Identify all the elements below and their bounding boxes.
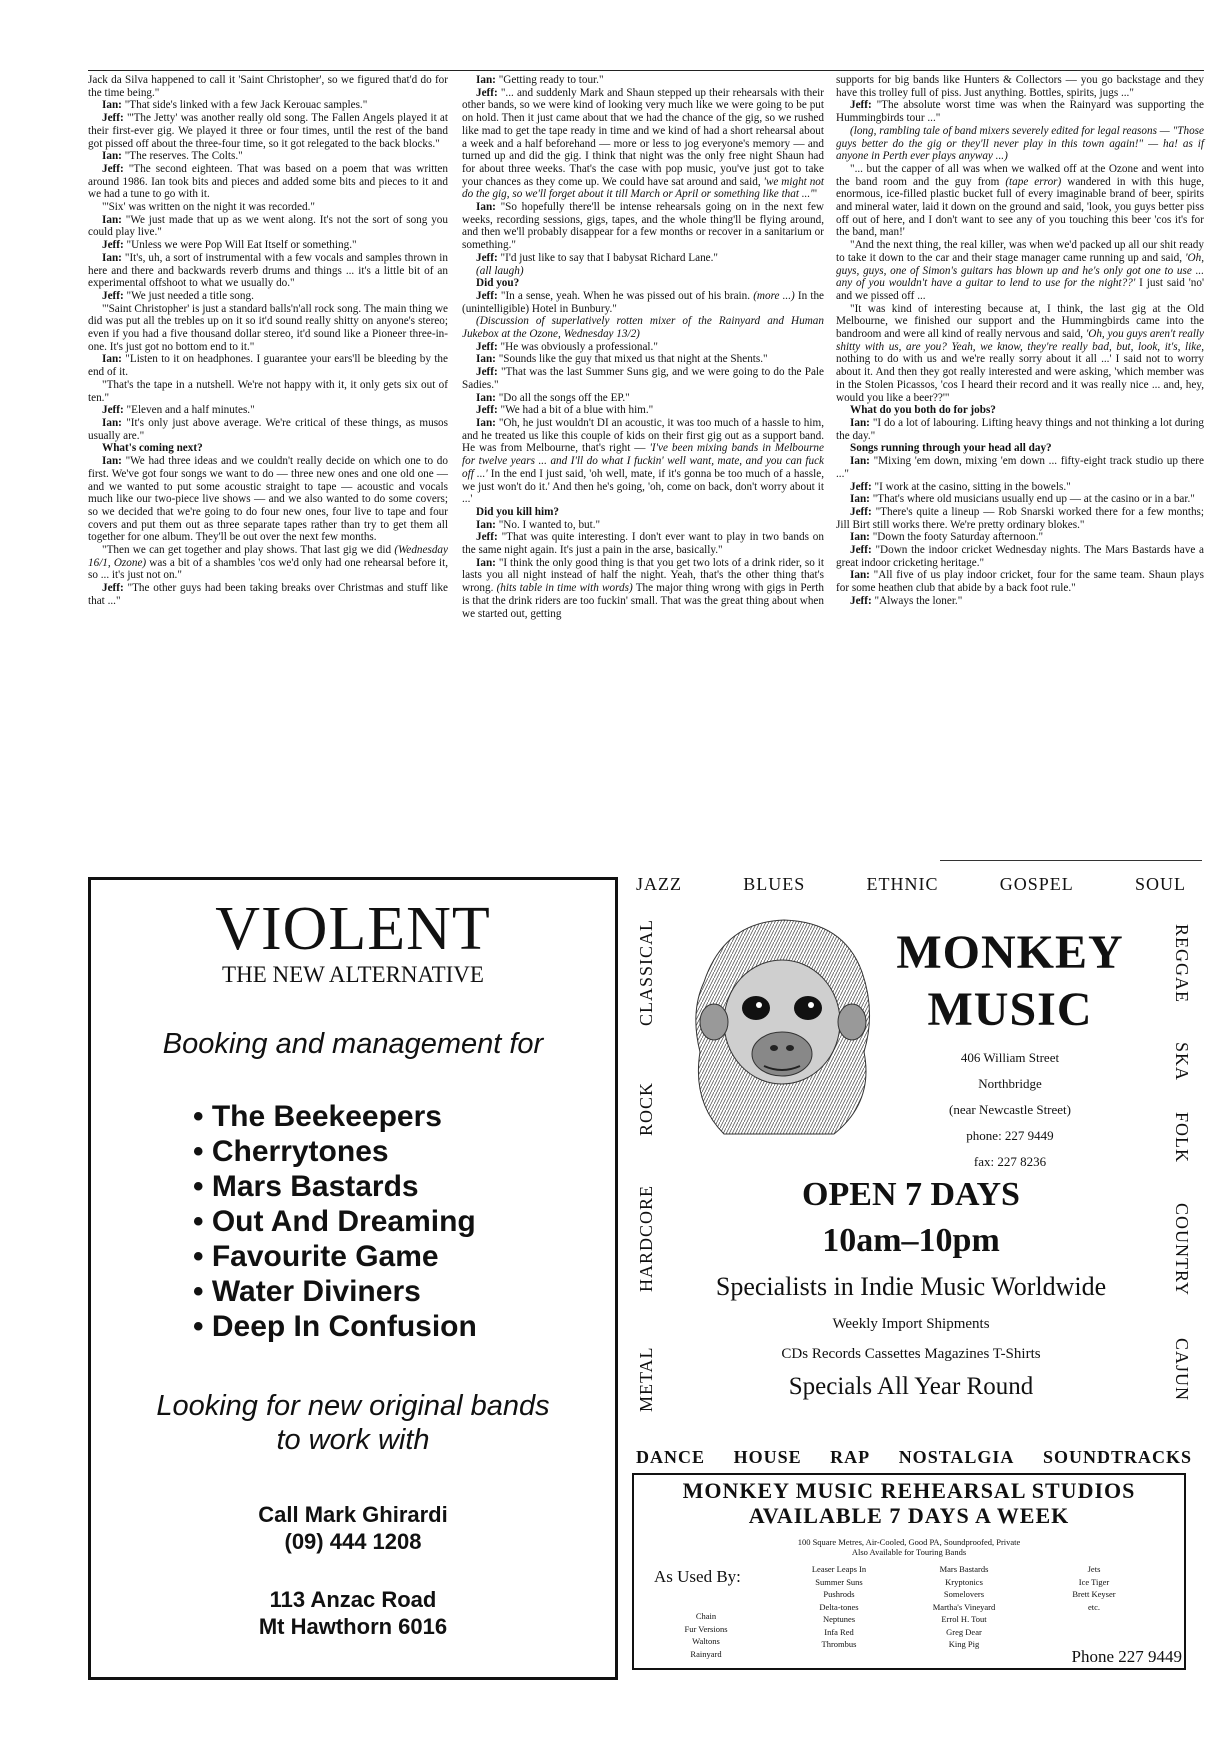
open-days: OPEN 7 DAYS [802,1176,1020,1213]
article-end-rule [940,860,1202,861]
genre-label: NOSTALGIA [898,1447,1015,1467]
italic-aside: (Discussion of superlatively rotten mixer of the Rainyard and Human Jukebox at the Ozone, Wednesday 13/2) [462,315,824,341]
speaker-name: Ian: [102,251,122,264]
band-name: Pushrods [823,1589,855,1599]
interview-question: What's coming next? [102,442,203,455]
article-paragraph: Jeff: "... and suddenly Mark and Shaun stepped up their rehearsals with their other bands, so we were kind of looking very much like we were going to be put on hold. Then it just came about that we had the chance of the gig, so we rushed like mad to get the tape ready in time and we kind of had a short rehearsal about a week and a half beforehand — more or less to jog everyone's memory — and turned up and did the gig. I think that night was the only free night Shaun had for about three weeks. That's the case with pop music, you've just got to take your chances as they come up. We could have sat around and said, 'we might not do the gig, so we'll forget about it till March or April or something like that ...'" [462,86,824,201]
speaker-name: Jeff: [476,404,498,417]
italic-aside: (Wednesday 16/1, Ozone) [88,544,448,569]
interview-question: Did you? [476,277,520,290]
speaker-name: Jeff: [102,239,124,252]
rehearsal-studios-ad [632,1473,1186,1670]
band-name: Somelovers [943,1589,985,1599]
rehearsal-phone: Phone 227 9449 [1071,1647,1182,1666]
genre-label: JAZZ [636,874,682,894]
speaker-name: Ian: [850,493,870,506]
article-paragraph: Jeff: "Down the indoor cricket Wednesday nights. The Mars Bastards have a great indoor cricketing heritage." [836,544,1204,569]
article-paragraph: Ian: "That side's linked with a few Jack Kerouac samples." [102,99,368,112]
genre-label-left: CLASSICAL [636,918,656,1026]
band-name: Brett Keyser [1072,1589,1116,1599]
italic-aside: (hits table in time with words) [496,582,633,595]
speaker-name: Jeff: [850,505,872,518]
rehearsal-touring: Also Available for Touring Bands [851,1547,967,1557]
violent-booking-text: Booking and management for [162,1028,544,1060]
speaker-name: Ian: [850,531,870,544]
contact-phone: (09) 444 1208 [284,1529,422,1554]
genre-label-right: FOLK [1172,1112,1192,1164]
genre-label: GOSPEL [999,874,1074,894]
band-column-1 [664,1610,748,1660]
band-name: Rainyard [690,1648,722,1659]
genre-label: SOUL [1134,874,1186,894]
article-paragraph: Jeff: "I'd just like to say that I babysat Richard Lane." [476,251,718,264]
article-paragraph: Ian: "So hopefully there'll be intense rehearsals going on in the next few weeks, recording sessions, gigs, tapes, and the whole thing'll be flying around, and then we'll probably disappear for a few months or recover in a sanitarium or something." [462,201,824,252]
article-paragraph: Jeff: "Unless we were Pop Will Eat Itself or something." [102,239,357,252]
genre-label: DANCE [636,1447,706,1467]
article-paragraph: Jeff: "The absolute worst time was when the Rainyard was supporting the Hummingbirds tour ..." [836,99,1204,125]
band-list-item: • Water Diviners [193,1274,615,1309]
article-paragraph: Ian: "Mixing 'em down, mixing 'em down ... fifty-eight track studio up there ..." [836,455,1204,480]
article-paragraph [836,125,1204,163]
used-by-label: As Used By: [654,1567,741,1586]
rehearsal-features: 100 Square Metres, Air-Cooled, Good PA, Soundproofed, Private [797,1537,1021,1547]
speaker-name: Ian: [476,416,496,429]
article-paragraph: "... but the capper of all was when we walked off at the Ozone and went into the band room and the guy from (tape error) wandered in with this huge, enormous, ice-filled plastic bucket full of every imaginable brand of beer, spirits and mineral water, laid it down on the ground and said, 'look, you guys better piss off out of here, and I don't want to see any of you touching this beer 'cos it's for the band, man!' [836,162,1204,239]
opening-hours: 10am–10pm [822,1222,1000,1259]
violent-band-list [193,1099,615,1344]
article-paragraph: Ian: "Listen to it on headphones. I guarantee your ears'll be bleeding by the end of it. [88,353,448,379]
rehearsal-title-1: MONKEY MUSIC REHEARSAL STUDIOS [682,1478,1136,1503]
band-name: Kryptonics [945,1576,983,1587]
interview-question: What do you both do for jobs? [850,404,996,417]
monkey-music-name-2: MUSIC [927,983,1093,1036]
italic-aside: (long, rambling tale of band mixers severely edited for legal reasons — "Those guys better do the gig or they'll never play in this town again!" — ha! as if anyone in Perth ever plays anyway ...) [836,124,1204,163]
genre-label: ETHNIC [866,874,939,894]
article-paragraph: Ian: "No. I wanted to, but." [476,518,601,531]
band-name: Thrombus [821,1639,857,1649]
store-phone: phone: 227 9449 [966,1128,1054,1143]
article-paragraph [462,315,824,340]
genre-label-right: REGGAE [1172,924,1192,1003]
store-address: 406 William Street [960,1050,1060,1065]
article-paragraph: "'Six' was written on the night it was recorded." [102,201,315,214]
article-paragraph: Jeff: "Always the loner." [850,594,963,607]
article-paragraph: Jeff: "That was the last Summer Suns gig, and we were going to do the Pale Sadies." [462,366,824,391]
article-paragraph: Jeff: "Eleven and a half minutes." [102,404,255,417]
looking-line-1: Looking for new original bands [156,1390,550,1422]
genre-label-left: ROCK [636,1081,656,1136]
speaker-name: Ian: [476,556,496,569]
article-paragraph: Ian: "I think the only good thing is that you get two lots of a drink rider, so it lasts you all night instead of half the night. Yeah, that's the other thing that's wrong. (hits table in time with words) The major thing wrong with gigs in Perth is that the drink riders are too fuckin' small. That was the great thing about when we started out, getting [462,556,824,620]
band-column-4 [1034,1563,1154,1613]
band-name: Errol H. Tout [941,1614,987,1624]
italic-aside: 'we might not do the gig, so we'll forget about it till March or April or something like that ...' [462,175,824,201]
band-name: Summer Suns [815,1576,863,1587]
band-name: Martha's Vineyard [932,1601,996,1612]
article-paragraph: "That's the tape in a nutshell. We're not happy with it, it only gets six out of ten." [88,378,448,404]
article-paragraph: Ian: "I do a lot of labouring. Lifting heavy things and not thinking a lot during the day." [836,416,1204,442]
italic-aside: (tape error) [1005,175,1062,188]
store-fax: fax: 227 8236 [973,1154,1047,1169]
interview-question: Songs running through your head all day? [850,442,1052,455]
speaker-name: Ian: [476,391,496,404]
speaker-name: Jeff: [102,289,124,302]
article-paragraph: Ian: "We just made that up as we went along. It's not the sort of song you could play live." [88,213,448,239]
band-list-item: • Favourite Game [193,1239,615,1274]
article-column-2 [462,74,824,620]
band-name: Jets [1087,1564,1101,1574]
band-name: King Pig [948,1639,980,1649]
genre-label: RAP [830,1447,871,1467]
band-list-item: • Out And Dreaming [193,1204,615,1239]
band-name: Ice Tiger [1078,1576,1110,1587]
genre-label-right: CAJUN [1172,1338,1192,1402]
speaker-name: Ian: [850,416,870,429]
violent-address [91,1586,615,1640]
article-paragraph: Ian: "Down the footy Saturday afternoon." [850,531,1044,544]
genre-label-right: SKA [1172,1042,1192,1082]
article-paragraph: Jeff: "'The Jetty' was another really old song. The Fallen Angels played it at their first-ever gig. We played it three or four times, until the rest of the band got pissed off about the three-four time, so it got relegated to the back blocks." [88,112,448,150]
genres-top [636,874,1186,895]
store-near: (near Newcastle Street) [949,1102,1071,1117]
band-list-item: • Deep In Confusion [193,1309,615,1344]
article-paragraph: "'Saint Christopher' is just a standard balls'n'all rock song. The main thing we did was put all the trebles up on it so it'd sound really shitty on anyone's stereo; even if you had a five thousand dollar stereo, it'd sound like a Pioneer three-in-one. It's just got no bottom end to it." [88,302,448,353]
article-paragraph: Ian: "Oh, he just wouldn't DI an acoustic, it was too much of a hassle to him, and he treated us like this couple of kids on their first gig out as a support band. He was from Melbourne, that's right — 'I've been mixing bands in Melbourne for twelve years ... and I'll do what I fuckin' well want, mate, and you can fuck off ...' In the end I just said, 'oh well, mate, if it's gonna be too much of a hassle, we just won't do it.' And then he's going, 'oh, come on back, don't worry about it ...' [462,416,825,506]
article-paragraph: Jeff: "I work at the casino, sitting in the bowels." [850,480,1071,493]
genre-label-right: COUNTRY [1172,1203,1192,1297]
band-list-item: • Mars Bastards [193,1169,615,1204]
italic-aside: (more ...) [753,289,795,302]
article-paragraph: Jeff: "That was quite interesting. I don't ever want to play in two bands on the same night again. It's just a pain in the arse, basically." [462,531,824,557]
article-paragraph: supports for big bands like Hunters & Collectors — you go backstage and they have this trolley full of piss. Just anything. Bottles, spirits, jugs ..." [836,74,1204,99]
speaker-name: Jeff: [850,594,872,607]
speaker-name: Ian: [102,416,122,429]
speaker-name: Jeff: [476,340,498,353]
article-paragraph: "And the next thing, the real killer, was when we'd packed up all our shit ready to take it down to the car and their stage manager came running up and said, 'Oh, guys, guys, one of Simon's guitars has blown up and he's only got one to use ... any of you wouldn't have a guitar to lend to use for the night??' I just said 'no' and we pissed off ... [836,239,1204,302]
band-name: Leaser Leaps In [811,1564,867,1574]
contact-name: Call Mark Ghirardi [258,1502,448,1527]
speaker-name: Ian: [102,455,122,468]
italic-aside: (all laugh) [476,264,524,277]
article-paragraph: Jeff: "We had a bit of a blue with him." [476,404,654,417]
weekly-import-text: Weekly Import Shipments [832,1316,990,1332]
interview-question: Did you kill him? [476,505,559,518]
monkey-music-name-1: MONKEY [896,926,1124,979]
band-list-item: • The Beekeepers [193,1099,615,1134]
band-name: etc. [1087,1601,1101,1612]
article-paragraph: Ian: "Do all the songs off the EP." [476,391,630,404]
speaker-name: Ian: [102,99,122,112]
genre-label-left: HARDCORE [636,1184,656,1292]
speaker-name: Ian: [476,518,496,531]
article-paragraph: Jeff: "He was obviously a professional." [476,340,658,353]
article-paragraph: Jeff: "In a sense, yeah. When he was pissed out of his brain. (more ...) In the (unintelligible) Hotel in Bunbury." [462,289,825,315]
band-column-3 [904,1563,1024,1651]
article-paragraph: Ian: "Getting ready to tour." [476,74,604,86]
article-paragraph: Ian: "The reserves. The Colts." [102,150,243,163]
band-name: Waltons [692,1636,720,1646]
speaker-name: Ian: [102,213,122,226]
article-paragraph: Ian: "It's, uh, a sort of instrumental with a few vocals and samples thrown in here and there and backwards reverb drums and things ... it's a little bit of an experimental offshoot to what we usually do." [88,251,448,290]
band-column-2 [784,1563,894,1651]
speaker-name: Jeff: [102,112,124,125]
band-name: Chain [695,1611,717,1621]
band-name: Neptunes [822,1614,856,1624]
products-text: CDs Records Cassettes Magazines T-Shirts [781,1346,1041,1362]
band-name: Infa Red [824,1626,854,1637]
speaker-name: Jeff: [102,582,124,595]
band-list-item: • Cherrytones [193,1134,615,1169]
article-paragraph: "It was kind of interesting because at, I think, the last gig at the Old Melbourne, we finished our support and the Hummingbirds came into the bandroom and were all kind of really nervous and said, 'Oh, you guys aren't really shitty with us, are you? Yeah, we know, they're really bad, but, look, it's, like, nothing to do with us and we're really sorry about it all ...' I said not to worry about it. And then they got really interested and were asking, 'which member was in the Stolen Picassos, 'cos I heard their record and it was really nice ... and, hey, would you like a beer??'" [836,302,1204,404]
speaker-name: Ian: [476,353,496,366]
store-suburb: Northbridge [978,1076,1042,1091]
speaker-name: Jeff: [476,289,498,302]
speaker-name: Ian: [476,201,496,214]
genre-label-left: METAL [636,1346,656,1412]
speaker-name: Ian: [102,150,122,163]
violent-looking-text [91,1389,615,1457]
band-name: Delta-tones [819,1601,859,1612]
rehearsal-title-2: AVAILABLE 7 DAYS A WEEK [748,1503,1070,1528]
article-paragraph: Ian: "It's only just above average. We're critical of these things, as musos usually are." [88,416,448,442]
speaker-name: Jeff: [850,544,872,557]
genre-label: BLUES [743,874,806,894]
speaker-name: Jeff: [102,162,124,175]
speaker-name: Jeff: [850,99,872,112]
speaker-name: Ian: [102,353,122,366]
genre-label: SOUNDTRACKS [1042,1447,1192,1467]
article-paragraph: Jeff: "There's quite a lineup — Rob Snarski worked there for a few months; Jill Birt still works there. We're pretty ordinary blokes." [836,505,1204,531]
genre-label: HOUSE [733,1447,802,1467]
top-rule [88,70,1204,71]
genres-bottom [636,1447,1192,1468]
article-paragraph [462,265,824,278]
speaker-name: Jeff: [476,531,498,544]
speaker-name: Jeff: [476,251,498,264]
speaker-name: Jeff: [476,86,498,99]
specialists-text: Specialists in Indie Music Worldwide [715,1272,1107,1301]
band-name: Mars Bastards [939,1564,989,1574]
article-paragraph: Ian: "Sounds like the guy that mixed us that night at the Shents." [476,353,768,366]
article-paragraph: Ian: "That's where old musicians usually end up — at the casino or in a bar." [850,493,1195,506]
article-column-1 [88,74,448,608]
article-paragraph: Jack da Silva happened to call it 'Saint Christopher', so we figured that'd do for the time being." [88,74,448,99]
article-paragraph: Jeff: "The other guys had been taking breaks over Christmas and stuff like that ..." [88,582,448,607]
speaker-name: Jeff: [850,480,872,493]
article-paragraph: "Then we can get together and play shows. That last gig we did (Wednesday 16/1, Ozone) was a bit of a shambles 'cos we'd only had one rehearsal before it, so ... it's just not on." [88,544,449,582]
violent-title: VIOLENT [215,895,491,963]
article-column-3 [836,74,1204,608]
article-paragraph: Ian: "We had three ideas and we couldn't really decide on which one to do first. We've got four songs we want to do — three new ones and one old one — and we wanted to put some acoustic straight to tape — acoustic and vocals much like our two-piece live shows — and we also wanted to do some covers; so we decided that we're going to do four new ones, four live to tape and four covers and put them out as three separate tapes rather than try to get them all together for one album. They'll be out over the next few months. [88,455,448,544]
orangutan-photo [684,912,880,1136]
address-line-2: Mt Hawthorn 6016 [258,1614,448,1639]
band-name: Greg Dear [946,1626,982,1637]
italic-aside: 'I've been mixing bands in Melbourne for twelve years ... and I'll do what I fuckin' well want, mate, and you can fuck off ...' [462,442,824,480]
article-paragraph: Ian: "All five of us play indoor cricket, four for the same team. Shaun plays for some heathen club that abide by a back foot rule." [836,569,1204,595]
speaker-name: Ian: [850,569,870,582]
article-paragraph: Jeff: "We just needed a title song. [102,289,254,302]
italic-aside: 'Oh, guys, guys, one of Simon's guitars has blown up and he's only got one to use ... any of you wouldn't have a guitar to lend to use for the night??' [836,251,1204,290]
speaker-name: Jeff: [476,366,498,379]
italic-aside: 'Oh, you guys aren't really shitty with us, are you? Yeah, we know, they're really bad, but, look, it's, like, [836,328,1204,353]
article-paragraph: Jeff: "The second eighteen. That was based on a poem that was written around 1986. Ian took bits and pieces and added some bits and pieces to it and we had a tune to go with it. [88,162,448,201]
looking-line-2: to work with [276,1424,430,1456]
speaker-name: Ian: [476,74,496,86]
violent-contact [91,1501,615,1555]
violent-advertisement [88,877,618,1680]
violent-subtitle: THE NEW ALTERNATIVE [222,962,484,987]
speaker-name: Ian: [850,455,870,468]
specials-text: Specials All Year Round [788,1373,1034,1400]
address-line-1: 113 Anzac Road [269,1587,437,1612]
speaker-name: Jeff: [102,404,124,417]
band-name: Fur Versions [684,1623,728,1634]
